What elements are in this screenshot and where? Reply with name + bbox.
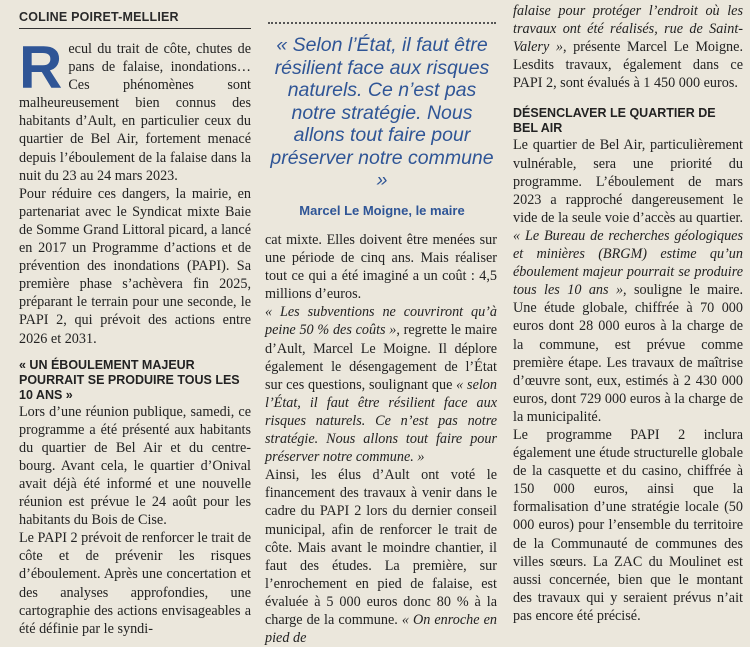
paragraph — [513, 2, 743, 92]
intro-text: ecul du trait de côte, chutes de pans de falaise, inondations… Ces phénomènes sont malheureusement bien connus des habitants d’Ault, en particulier ceux du quartier de Bel Air, fortement menacé depuis l’éboulement de la falaise dans la nuit du 23 au 24 mars 2023. — [19, 41, 251, 184]
subheading: « UN ÉBOULEMENT MAJEUR POURRAIT SE PRODUIRE TOUS LES 10 ANS » — [19, 357, 240, 402]
paragraph — [265, 466, 497, 647]
byline: COLINE POIRET-MELLIER — [19, 10, 251, 29]
article-column-2 — [265, 231, 497, 647]
quote: « Les subventions ne couvriront qu’à peine 50 % des coûts » — [265, 304, 497, 339]
paragraph-text: Ainsi, les élus d’Ault ont voté le financement des travaux à venir dans le cadre du PAPI 2 lors du dernier conseil municipal, afin de renforcer le trait de côte. Mais avant le moindre chantier, il faut des études. La première, sur l’enrochement en pied de falaise, est évaluée à 5 000 euros donc 80 % à la charge de la commune. — [265, 467, 497, 628]
paragraph — [513, 136, 743, 426]
pullquote: « Selon l’État, il faut être résilient face aux risques naturels. Ce n’est pas notre stratégie. Nous allons tout faire pour préserver notre commune » — [270, 34, 494, 191]
quote: « selon l’État, il faut être résilient face aux risques naturels. Ce n’est pas notre stratégie. Nous allons tout faire pour préserver notre commune. » — [265, 376, 497, 466]
article-column-1 — [19, 34, 251, 638]
pullquote-author: Marcel Le Moigne, le maire — [299, 203, 465, 218]
paragraph: Lors d’une réunion publique, samedi, ce programme a été présenté aux habitants du quartier de Bel Air et du centre-bourg. Avant cela, le quartier d’Onival avait déjà été informé et une nouvelle réunion est prévue le 24 août pour les habitants du Bois de Cise. — [19, 403, 251, 529]
paragraph: cat mixte. Elles doivent être menées sur une période de cinq ans. Mais réaliser tout ce qui a été imaginé a un coût : 4,5 millions d’euros. — [265, 232, 497, 303]
quote: falaise pour protéger l’endroit où les travaux ont été réalisés, rue de Saint-Valery » — [513, 3, 743, 56]
intro-paragraph — [19, 34, 251, 185]
paragraph — [265, 303, 497, 466]
drop-cap: R — [19, 34, 63, 101]
paragraph-text: , présente Marcel Le Moigne. Lesdits travaux, également dans ce PAPI 2, sont évalués à 1 450 000 euros. — [513, 39, 743, 92]
pullquote-rule-top — [268, 22, 496, 24]
paragraph-text: , souligne le maire. Une étude globale, chiffrée à 70 000 euros dont 28 000 euros à la charge de la commune, est prévue comme première étape. Les travaux de maîtrise d’œuvre sont, eux, estimés à 2 430 000 euros, dont 729 000 euros à la charge de la municipalité. — [513, 282, 743, 425]
subheading: DÉSENCLAVER LE QUARTIER DE BEL AIR — [513, 106, 716, 136]
paragraph: Pour réduire ces dangers, la mairie, en partenariat avec le Syndicat mixte Baie de Somme Grand Littoral picard, a lancé en 2017 un Programme d’actions et de prévention des inondations (PAPI). Sa première phase s’achèvera fin 2025, préparant le terrain pour une seconde, le PAPI 2, qui prévoit des actions entre 2026 et 2031. — [19, 185, 251, 347]
paragraph-text: Le quartier de Bel Air, particulièrement vulnérable, sera une priorité du programme. L’éboulement de mars 2023 a rapproché dangereusement le vide de la seule voie d’accès au quartier. — [513, 137, 743, 226]
paragraph: Le programme PAPI 2 inclura également une étude structurelle globale de la casquette et du casino, chiffrée à 150 000 euros, ainsi que la formalisation d’une stratégie locale (50 000 euros) pour l’ensemble du territoire de la Communauté de communes des villes sœurs. La ZAC du Moulinet est aussi concernée, bien que le montant des travaux qui y seraient prévus n’ait pas encore été précisé. — [513, 426, 743, 624]
article-column-3 — [513, 2, 743, 625]
quote: « Le Bureau de recherches géologiques et minières (BRGM) estime qu’un éboulement majeur pourrait se produire tous les 10 ans » — [513, 227, 743, 299]
paragraph: Le PAPI 2 prévoit de renforcer le trait de côte et de prévenir les risques d’éboulement. Après une concertation et des analyses approfondies, une cartographie des actions envisageables a été définie par le syndi- — [19, 530, 251, 637]
paragraph-text: , regrette le maire d’Ault, Marcel Le Moigne. Il déplore également le désengagement de l’État sur ces questions, soulignant que — [265, 322, 497, 393]
quote: « On enroche en pied de — [265, 611, 497, 647]
